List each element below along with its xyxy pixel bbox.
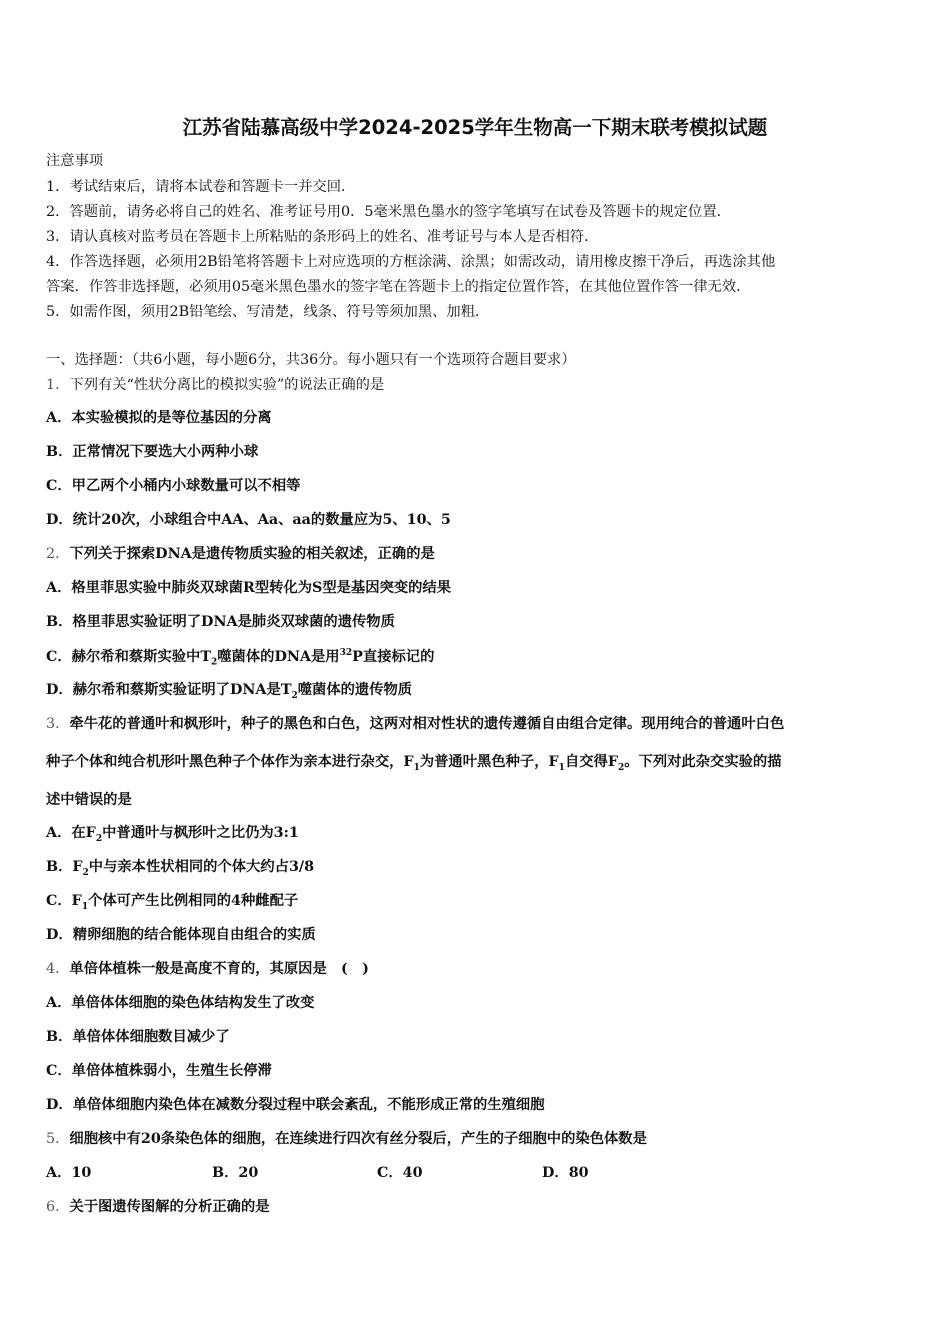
question-number: 4． <box>46 961 70 977</box>
notice-item-1: 1．考试结束后，请将本试卷和答题卡一并交回． <box>46 179 356 195</box>
text-part: B．F <box>46 859 83 875</box>
q2-option-a: A．格里菲思实验中肺炎双球菌R型转化为S型是基因突变的结果 <box>46 580 452 596</box>
q5-option-d: D．80 <box>542 1165 589 1181</box>
question-number: 6． <box>46 1199 70 1215</box>
question-3 <box>46 717 784 731</box>
text-part: 。下列对此杂交实验的描 <box>624 754 782 770</box>
q4-option-b: B．单倍体体细胞数目减少了 <box>46 1029 230 1045</box>
text-part: 个体可产生比例相同的4种雌配子 <box>88 893 299 909</box>
question-3-line-3: 述中错误的是 <box>46 792 132 808</box>
text-part: A．在F <box>46 825 96 841</box>
q1-option-c: C．甲乙两个小桶内小球数量可以不相等 <box>46 478 301 494</box>
question-stem: 下列有关“性状分离比的模拟实验”的说法正确的是 <box>69 377 385 393</box>
question-6 <box>46 1200 270 1214</box>
q3-option-d: D．精卵细胞的结合能体现自由组合的实质 <box>46 927 316 943</box>
question-number: 5． <box>46 1131 70 1147</box>
q5-option-b: B．20 <box>212 1165 259 1181</box>
q1-option-d: D．统计20次，小球组合中AA、Aa、aa的数量应为5、10、5 <box>46 512 451 528</box>
question-stem: 细胞核中有20条染色体的细胞，在连续进行四次有丝分裂后，产生的子细胞中的染色体数是 <box>69 1131 647 1147</box>
notice-item-3: 3．请认真核对监考员在答题卡上所粘贴的条形码上的姓名、准考证号与本人是否相符． <box>46 229 599 245</box>
text-part: 噬菌体的DNA是用 <box>217 648 340 665</box>
text-part: 种子个体和纯合机形叶黑色种子个体作为亲本进行杂交，F <box>46 754 414 770</box>
q4-option-d: D．单倍体细胞内染色体在减数分裂过程中联会紊乱，不能形成正常的生殖细胞 <box>46 1097 545 1113</box>
q1-option-a: A．本实验模拟的是等位基因的分离 <box>46 410 272 426</box>
question-3-line-2 <box>46 755 782 773</box>
superscript: 32 <box>339 648 353 658</box>
subscript: 1 <box>413 762 420 773</box>
subscript: 2 <box>95 833 103 844</box>
question-2 <box>46 547 435 561</box>
subscript: 2 <box>291 690 298 701</box>
question-stem: 下列关于探索DNA是遗传物质实验的相关叙述，正确的是 <box>69 546 435 562</box>
notice-heading: 注意事项 <box>46 153 104 169</box>
notice-item-2: 2．答题前，请务必将自己的姓名、准考证号用0．5毫米黑色墨水的签字笔填写在试卷及答题卡的规定位置． <box>46 204 731 220</box>
q1-option-b: B．正常情况下要选大小两种小球 <box>46 444 259 460</box>
notice-item-4: 4．作答选择题，必须用2B铅笔将答题卡上对应选项的方框涂满、涂黑；如需改动，请用橡皮擦干净后，再选涂其他 <box>46 254 776 270</box>
text-part: 为普通叶黑色种子，F <box>419 754 559 770</box>
page-title: 江苏省陆慕高级中学2024-2025学年生物高一下期末联考模拟试题 <box>182 116 768 139</box>
q2-option-d <box>46 683 412 701</box>
q3-option-a <box>46 826 299 844</box>
text-part: C．赫尔希和蔡斯实验中T <box>46 648 211 665</box>
notice-item-4-cont: 答案．作答非选择题，必须用05毫米黑色墨水的签字笔在答题卡上的指定位置作答，在其他位置作答一律无效． <box>46 279 751 295</box>
question-number: 2． <box>46 546 70 562</box>
q5-option-a: A．10 <box>46 1165 92 1181</box>
text-part: 自交得F <box>564 754 618 770</box>
question-1 <box>46 378 384 392</box>
text-part: 中与亲本性状相同的个体大约占3/8 <box>88 859 315 875</box>
subscript: 2 <box>82 867 89 878</box>
question-4 <box>46 962 369 976</box>
q4-option-a: A．单倍体体细胞的染色体结构发生了改变 <box>46 995 315 1011</box>
q4-option-c: C．单倍体植株弱小，生殖生长停滞 <box>46 1063 272 1079</box>
notice-item-5: 5．如需作图，须用2B铅笔绘、写清楚，线条、符号等须加黑、加粗． <box>46 304 490 320</box>
q3-option-b <box>46 860 314 878</box>
subscript: 2 <box>211 657 218 668</box>
q5-option-c: C．40 <box>377 1165 423 1181</box>
subscript: 1 <box>558 762 565 773</box>
question-stem: 关于图遗传图解的分析正确的是 <box>69 1199 270 1215</box>
q2-option-c <box>46 649 434 668</box>
text-part: C．F <box>46 893 82 909</box>
question-5 <box>46 1132 647 1146</box>
question-stem: 单倍体植株一般是高度不育的，其原因是 ( ) <box>69 961 369 977</box>
section-heading: 一、选择题：（共6小题，每小题6分，共36分。每小题只有一个选项符合题目要求） <box>46 352 576 368</box>
question-stem: 牵牛花的普通叶和枫形叶，种子的黑色和白色，这两对相对性状的遗传遵循自由组合定律。现用纯合的普通叶白色 <box>69 716 785 732</box>
text-part: D．赫尔希和蔡斯实验证明了DNA是T <box>46 682 292 698</box>
question-number: 1． <box>46 377 70 393</box>
subscript: 1 <box>81 901 89 912</box>
text-part: P直接标记的 <box>352 648 435 665</box>
subscript: 2 <box>617 762 625 773</box>
question-number: 3． <box>46 716 70 732</box>
q3-option-c <box>46 894 298 912</box>
text-part: 中普通叶与枫形叶之比仍为3:1 <box>102 825 299 841</box>
q2-option-b: B．格里菲思实验证明了DNA是肺炎双球菌的遗传物质 <box>46 614 395 630</box>
text-part: 噬菌体的遗传物质 <box>297 682 413 698</box>
